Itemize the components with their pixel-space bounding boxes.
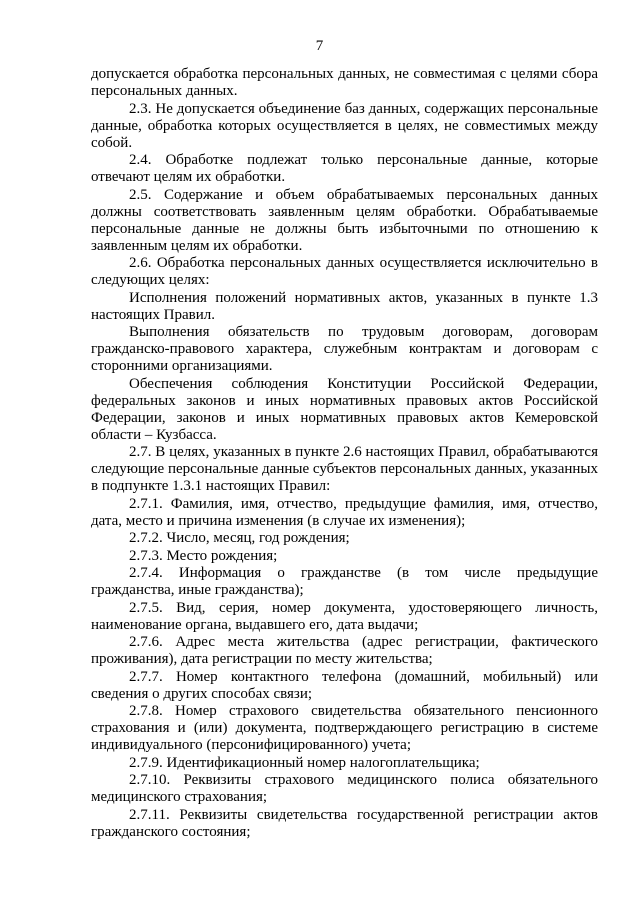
paragraph: 2.7. В целях, указанных в пункте 2.6 настоящих Правил, обрабатываются следующие персональные данные субъектов персональных данных, указанных в подпункте 1.3.1 настоящих Правил: <box>91 444 598 494</box>
paragraph: 2.7.8. Номер страхового свидетельства обязательного пенсионного страхования и (или) документа, подтверждающего регистрацию в системе индивидуального (персонифицированного) учета; <box>91 703 598 753</box>
paragraph: 2.7.5. Вид, серия, номер документа, удостоверяющего личность, наименование органа, выдавшего его, дата выдачи; <box>91 599 598 633</box>
paragraph: Исполнения положений нормативных актов, указанных в пункте 1.3 настоящих Правил. <box>91 289 598 323</box>
paragraph: Выполнения обязательств по трудовым договорам, договорам гражданско-правового характера, служебным контрактам и договорам с сторонними организациями. <box>91 324 598 374</box>
paragraph: допускается обработка персональных данных, не совместимая с целями сбора персональных данных. <box>91 66 598 99</box>
paragraph: 2.7.4. Информация о гражданстве (в том числе предыдущие гражданства, иные гражданства); <box>91 565 598 598</box>
paragraph: 2.7.2. Число, месяц, год рождения; <box>129 530 350 546</box>
paragraph: 2.7.3. Место рождения; <box>129 547 278 564</box>
paragraph: 2.7.11. Реквизиты свидетельства государственной регистрации актов гражданского состояния; <box>91 806 598 840</box>
paragraph: 2.7.7. Номер контактного телефона (домашний, мобильный) или сведения о других способах связи; <box>91 668 598 702</box>
paragraph: 2.4. Обработке подлежат только персональные данные, которые отвечают целям их обработки. <box>91 152 598 185</box>
paragraph: 2.7.6. Адрес места жительства (адрес регистрации, фактического проживания), дата регистрации по месту жительства; <box>91 634 598 667</box>
paragraph: 2.7.10. Реквизиты страхового медицинского полиса обязательного медицинского страхования; <box>91 772 598 805</box>
paragraph: 2.7.1. Фамилия, имя, отчество, предыдущие фамилия, имя, отчество, дата, место и причина изменения (в случае их изменения); <box>91 495 598 529</box>
document-body <box>91 66 598 841</box>
paragraph: 2.7.9. Идентификационный номер налогоплательщика; <box>129 754 480 771</box>
paragraph: 2.5. Содержание и объем обрабатываемых персональных данных должны соответствовать заявленным целям обработки. Обрабатываемые персональные данные не должны быть избыточными по отношению к заявленным целям их обработки. <box>91 186 598 254</box>
paragraph: 2.3. Не допускается объединение баз данных, содержащих персональные данные, обработка которых осуществляется в целях, не совместимых между собой. <box>91 100 598 151</box>
paragraph: Обеспечения соблюдения Конституции Российской Федерации, федеральных законов и иных нормативных правовых актов Российской Федерации, законов и иных нормативных правовых актов Кемеровской области – Кузбасса. <box>91 375 598 443</box>
page-number: 7 <box>315 38 324 54</box>
paragraph: 2.6. Обработка персональных данных осуществляется исключительно в следующих целях: <box>91 255 598 288</box>
